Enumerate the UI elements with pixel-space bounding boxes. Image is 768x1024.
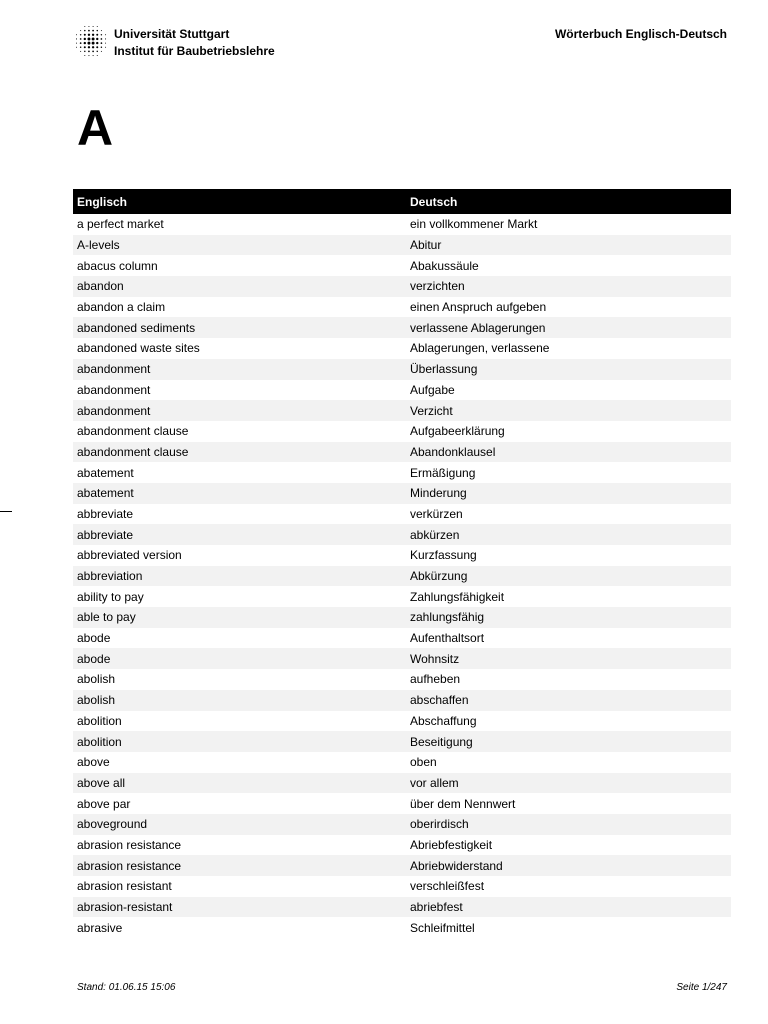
cell-deutsch: Überlassung xyxy=(406,359,731,380)
logo-dot xyxy=(97,26,98,27)
cell-englisch: above xyxy=(77,755,110,770)
logo-dot xyxy=(80,47,81,48)
dictionary-table xyxy=(73,189,731,938)
logo-dot xyxy=(101,42,103,44)
table-row xyxy=(73,235,731,256)
logo-dot xyxy=(101,38,103,40)
logo-dot xyxy=(84,38,86,40)
cell-deutsch: Aufenthaltsort xyxy=(410,631,485,646)
footer-page: Seite 1/247 xyxy=(676,982,727,993)
table-row xyxy=(73,442,731,463)
cell-deutsch: Abschaffung xyxy=(410,713,477,728)
cell-deutsch: abschaffen xyxy=(406,690,731,711)
cell-deutsch: Zahlungsfähigkeit xyxy=(410,589,505,604)
cell-englisch: above par xyxy=(77,796,131,811)
table-row xyxy=(73,380,731,401)
cell-englisch: abatement xyxy=(77,465,134,480)
table-row xyxy=(73,566,731,587)
table-row xyxy=(73,214,731,235)
logo-dot xyxy=(87,42,90,45)
logo-dot xyxy=(84,42,86,44)
logo-dot xyxy=(84,51,85,52)
cell-deutsch: über dem Nennwert xyxy=(410,796,516,811)
cell-deutsch: ein vollkommener Markt xyxy=(410,217,538,232)
logo-dot xyxy=(92,30,94,32)
logo-dot xyxy=(92,46,94,48)
cell-deutsch: Abkürzung xyxy=(406,566,731,587)
column-header-deutsch: Deutsch xyxy=(406,189,731,214)
cell-englisch: abrasion-resistant xyxy=(73,897,406,918)
logo-dot xyxy=(88,26,89,27)
cell-englisch: A-levels xyxy=(73,235,406,256)
table-row xyxy=(73,855,731,876)
cell-englisch: aboveground xyxy=(73,814,406,835)
cell-deutsch: zahlungsfähig xyxy=(406,607,731,628)
table-row xyxy=(73,752,731,773)
logo-dot xyxy=(97,55,98,56)
cell-englisch: abbreviate xyxy=(77,506,134,521)
cell-englisch: abandoned waste sites xyxy=(77,341,200,356)
margin-mark xyxy=(0,511,12,512)
logo-dot xyxy=(105,43,106,44)
logo-dot xyxy=(101,51,102,52)
section-letter: A xyxy=(77,100,114,156)
logo-dot xyxy=(80,30,81,31)
logo-dot xyxy=(92,34,94,36)
cell-deutsch: Aufgabe xyxy=(410,382,455,397)
cell-englisch: abrasion resistance xyxy=(73,855,406,876)
table-row xyxy=(73,711,731,732)
table-row xyxy=(73,276,731,297)
logo-dot xyxy=(105,47,106,48)
cell-deutsch: aufheben xyxy=(410,672,461,687)
cell-englisch: abandoned sediments xyxy=(73,317,406,338)
table-row xyxy=(73,917,731,938)
table-row xyxy=(73,814,731,835)
logo-dot xyxy=(101,34,102,35)
logo-dot xyxy=(84,34,86,36)
document-title: Wörterbuch Englisch-Deutsch xyxy=(554,27,727,41)
logo-dot xyxy=(101,30,102,31)
cell-deutsch: abkürzen xyxy=(406,524,731,545)
table-row xyxy=(73,338,731,359)
table-row xyxy=(73,483,731,504)
logo-dot xyxy=(96,42,98,44)
logo-dot xyxy=(88,30,90,32)
footer-stand: Stand: 01.06.15 15:06 xyxy=(77,982,176,993)
table-row xyxy=(73,876,731,897)
logo-dot xyxy=(93,26,94,27)
logo-dot xyxy=(84,46,86,48)
cell-englisch: a perfect market xyxy=(77,217,164,232)
cell-deutsch: vor allem xyxy=(406,773,731,794)
table-row xyxy=(73,773,731,794)
cell-englisch: abbreviated version xyxy=(77,548,182,563)
table-row xyxy=(73,690,731,711)
cell-deutsch: Aufgabeerklärung xyxy=(410,424,505,439)
logo-dot xyxy=(84,55,85,56)
table-row xyxy=(73,607,731,628)
table-row xyxy=(73,628,731,649)
logo-dot xyxy=(96,34,98,36)
cell-deutsch: abriebfest xyxy=(406,897,731,918)
logo-dot xyxy=(76,47,77,48)
logo-dot xyxy=(92,51,94,53)
column-header-englisch: Englisch xyxy=(73,189,406,214)
cell-deutsch: Abakussäule xyxy=(410,258,479,273)
dictionary-body xyxy=(73,214,731,938)
logo-dot xyxy=(88,55,89,56)
cell-englisch: abolition xyxy=(73,731,406,752)
logo-dot xyxy=(84,26,85,27)
table-row xyxy=(73,648,731,669)
logo-dot xyxy=(80,34,81,35)
table-row xyxy=(73,255,731,276)
table-row xyxy=(73,897,731,918)
cell-englisch: abrasive xyxy=(77,920,123,935)
cell-englisch: abandonment xyxy=(73,400,406,421)
cell-englisch: abandon a claim xyxy=(77,300,166,315)
cell-deutsch: oben xyxy=(410,755,437,770)
logo-dot xyxy=(97,51,98,52)
table-row xyxy=(73,421,731,442)
cell-deutsch: Abitur xyxy=(406,235,731,256)
table-row xyxy=(73,462,731,483)
cell-englisch: abandonment clause xyxy=(77,424,189,439)
table-row xyxy=(73,731,731,752)
cell-deutsch: verzichten xyxy=(406,276,731,297)
cell-englisch: abbreviate xyxy=(73,524,406,545)
cell-englisch: abode xyxy=(73,648,406,669)
logo-dot xyxy=(88,34,90,36)
cell-deutsch: Ermäßigung xyxy=(410,465,476,480)
logo-dot xyxy=(80,42,82,44)
logo-dot xyxy=(101,47,102,48)
university-logo xyxy=(74,24,108,58)
cell-englisch: abrasion resistance xyxy=(77,837,182,852)
institute-name: Institut für Baubetriebslehre xyxy=(114,44,275,58)
cell-deutsch: Wohnsitz xyxy=(406,648,731,669)
logo-dot xyxy=(80,51,81,52)
cell-englisch: abolition xyxy=(77,713,122,728)
logo-dot xyxy=(84,30,85,31)
cell-deutsch: Schleifmittel xyxy=(410,920,475,935)
logo-dot xyxy=(97,30,98,31)
logo-dot xyxy=(76,34,77,35)
cell-deutsch: Verzicht xyxy=(406,400,731,421)
cell-englisch: abbreviation xyxy=(73,566,406,587)
table-row xyxy=(73,669,731,690)
cell-englisch: abolish xyxy=(73,690,406,711)
logo-dot xyxy=(93,55,94,56)
logo-dot xyxy=(87,37,90,40)
logo-dot xyxy=(92,37,95,40)
cell-englisch: abolish xyxy=(77,672,116,687)
cell-englisch: abrasion resistant xyxy=(77,879,172,894)
university-name: Universität Stuttgart xyxy=(114,27,230,41)
logo-dot xyxy=(96,46,98,48)
cell-deutsch: oberirdisch xyxy=(406,814,731,835)
cell-deutsch: Kurzfassung xyxy=(410,548,477,563)
cell-deutsch: verkürzen xyxy=(410,506,463,521)
cell-deutsch: Minderung xyxy=(406,483,731,504)
table-header-row xyxy=(73,189,731,214)
cell-englisch: abode xyxy=(77,631,111,646)
table-row xyxy=(73,297,731,318)
table-row xyxy=(73,524,731,545)
table-row xyxy=(73,359,731,380)
logo-dot xyxy=(88,51,90,53)
cell-deutsch: Beseitigung xyxy=(406,731,731,752)
table-row xyxy=(73,400,731,421)
logo-dot xyxy=(96,38,98,40)
header-institution xyxy=(114,26,275,60)
cell-deutsch: Ablagerungen, verlassene xyxy=(410,341,550,356)
cell-englisch: abandonment xyxy=(77,382,151,397)
logo-dot xyxy=(105,38,106,39)
cell-englisch: abandonment xyxy=(73,359,406,380)
logo-dot xyxy=(88,46,90,48)
table-row xyxy=(73,793,731,814)
cell-englisch: abandon xyxy=(73,276,406,297)
cell-deutsch: verschleißfest xyxy=(410,879,485,894)
cell-deutsch: Abriebfestigkeit xyxy=(410,837,493,852)
logo-dot xyxy=(76,43,77,44)
cell-deutsch: Abandonklausel xyxy=(406,442,731,463)
logo-dot xyxy=(80,38,82,40)
table-row xyxy=(73,545,731,566)
cell-deutsch: einen Anspruch aufgeben xyxy=(410,300,547,315)
cell-englisch: above all xyxy=(73,773,406,794)
table-row xyxy=(73,504,731,525)
cell-englisch: abacus column xyxy=(77,258,158,273)
table-row xyxy=(73,835,731,856)
logo-dot xyxy=(92,42,95,45)
cell-deutsch: verlassene Ablagerungen xyxy=(406,317,731,338)
table-row xyxy=(73,586,731,607)
table-row xyxy=(73,317,731,338)
cell-englisch: ability to pay xyxy=(77,589,144,604)
cell-englisch: abatement xyxy=(73,483,406,504)
cell-englisch: able to pay xyxy=(73,607,406,628)
logo-dot xyxy=(76,38,77,39)
logo-dot xyxy=(105,34,106,35)
cell-englisch: abandonment clause xyxy=(73,442,406,463)
cell-deutsch: Abriebwiderstand xyxy=(406,855,731,876)
